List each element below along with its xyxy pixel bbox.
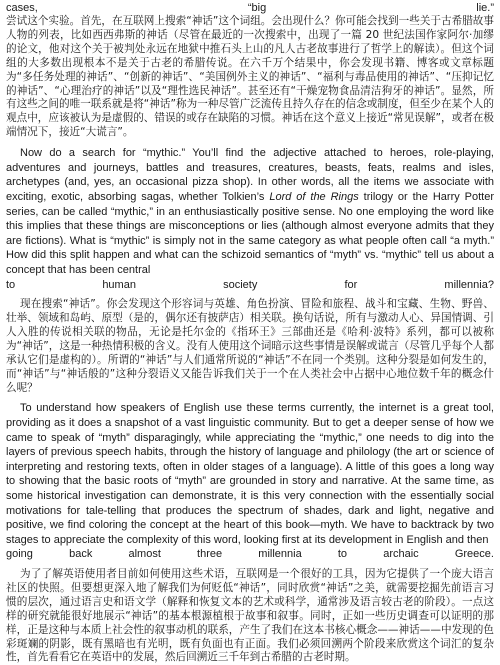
word: Greece. xyxy=(454,548,494,561)
word: back xyxy=(69,548,93,561)
text-run: trilogy or the Harry Potter series, can be called “mythic,” in an enthusiastically positive sense. No one employing the word like this implies that these things are misconceptions or lies (although almost everyone admits that they are fictions). What is “mythic” is simply not in the same category as what people often call “a myth.” How did this split happen and what can the schizoid semantics of “myth” vs. “mythic” tell us about a concept that has been central xyxy=(6,190,495,276)
word: for xyxy=(344,278,358,291)
paragraph-chinese-5: 为了了解英语使用者目前如何使用这些术语，互联网是一个很好的工具，因为它提供了一个庞大语言社区的快照。但要想更深入地了解我们为何贬低“神话”，同时欣赏“神话”之美，就需要挖掘先前语言习惯的层次，通过语言史和语文学（解释和恢复文本的艺术或科学，通常涉及语言较古老的阶段）。一点这样的研究就能很好地展示“神话”的基本根源植根于故事和叙事。同时，正如一些历史调查可以证明的那样，正是这种与本质上社会性的叙事动机的联系，产生了我们在这本书核心概念——神话——中发现的色彩斑斓的阴影，既有黑暗也有光明，既有负面也有正面。我们必须回溯两个阶段来欣赏这个词汇的复杂性，首先看看它在英语中的发展，然后回溯近三千年到古希腊的古老时期。 xyxy=(6,567,494,664)
paragraph-english-2 xyxy=(6,146,494,277)
text-run: Now do a search for “mythic.” You’ll find the adjective attached to heroes, role-playing, adventures and journeys, battles and treasures, creatures, beasts, feats, realms and isles, archetypes (and, yes, an occasional pizza shop). In other words, all the items we associate with exciting, exotic, absorbing sagas, whether Tolkien’s xyxy=(6,147,494,203)
word: cases, xyxy=(6,2,38,14)
paragraph-english-2-last-line xyxy=(6,278,494,293)
word: three xyxy=(197,548,223,561)
word: almost xyxy=(128,548,161,561)
word: going xyxy=(6,548,33,561)
paragraph-chinese-3: 现在搜索“神话”。你会发现这个形容词与英雄、角色扮演、冒险和旅程、战斗和宝藏、生物、野兽、壮举、领域和岛屿、原型（是的，偶尔还有披萨店）相关联。换句话说，所有与激动人心、异国情调、引人入胜的传说相关联的物品，无论是托尔金的《指环王》三部曲还是《哈利·波特》系列，都可以被称为“神话”，这是一种热情积极的含义。没有人使用这个词暗示这些事情是误解或谎言（尽管几乎每个人都承认它们是虚构的）。所谓的“神话”与人们通常所说的“神话”不在同一个类别。这种分裂是如何发生的，而“神话”与“神话般的”这种分裂语义又能告诉我们关于一个在人类社会中占据中心地位数千年的概念什么呢？ xyxy=(6,298,494,394)
word: to xyxy=(6,278,16,291)
continued-text-line xyxy=(6,0,494,15)
paragraph-english-4-last-line xyxy=(6,547,494,562)
word: lie.” xyxy=(476,2,494,14)
word: archaic xyxy=(383,548,419,561)
word: to xyxy=(337,548,348,561)
paragraph-english-4: To understand how speakers of English use these terms currently, the internet is a great tool, providing as it does a snapshot of a vast linguistic community. But to get a deeper sense of how we came to speak of “myth” disparagingly, while appreciating the “mythic,” one needs to dig into the layers of previous speech habits, through the history of language and philology (the art or science of interpreting and restoring texts, often in older stages of a language). A little of this goes a long way to showing that the basic roots of “myth” are grounded in story and narrative. At the same time, as some historical investigation can demonstrate, it is this very connection with the essentially social motivations for tale-telling that produces the spectrum of shades, dark and light, negative and positive, we find coloring the concept at the heart of this book—myth. We have to backtrack by two stages to appreciate the complexity of this word, looking first at its development in English and then xyxy=(6,402,494,546)
paragraph-chinese-1: 尝试这个实验。首先，在互联网上搜索“神话”这个词组。会出现什么？你可能会找到一些关于古希腊故事人物的列表，比如西西弗斯的神话（尽管在最近的一次搜索中，出现了一篇 20 世纪法国作家阿尔·加缪的论文，他对这个关于被判处永远在地狱中推石头上山的凡人古老故事进行了哲学上的解读）。但这个词组的大多数出现根本不是关于古老的希腊传说。在六千万个结果中，你会发现书籍、博客或文章标题为“多任务处理的神话”、“创新的神话”、“美国例外主义的神话”、“福利与毒品使用的神话”、“压抑记忆的神话”、“心理治疗的神话”以及“理性选民神话”。甚至还有“干燥宠物食品清洁狗牙的神话”。显然，所有这些之间的唯一联系就是将“神话”称为一种尽管广泛流传且持久存在的信念或制度，但至少在某个人的观点中，应该被认为是虚假的、错误的或存在缺陷的习惯。神话在这个意义上接近“常见误解”，或者在极端情况下，接近“大谎言”。 xyxy=(6,15,495,139)
word: millennia? xyxy=(444,278,494,291)
book-title-italic: Lord of the Rings xyxy=(269,190,359,203)
word: millennia xyxy=(258,548,302,561)
document-page xyxy=(6,0,495,664)
word: “big xyxy=(247,2,267,14)
word: society xyxy=(223,278,258,291)
word: human xyxy=(102,278,136,291)
